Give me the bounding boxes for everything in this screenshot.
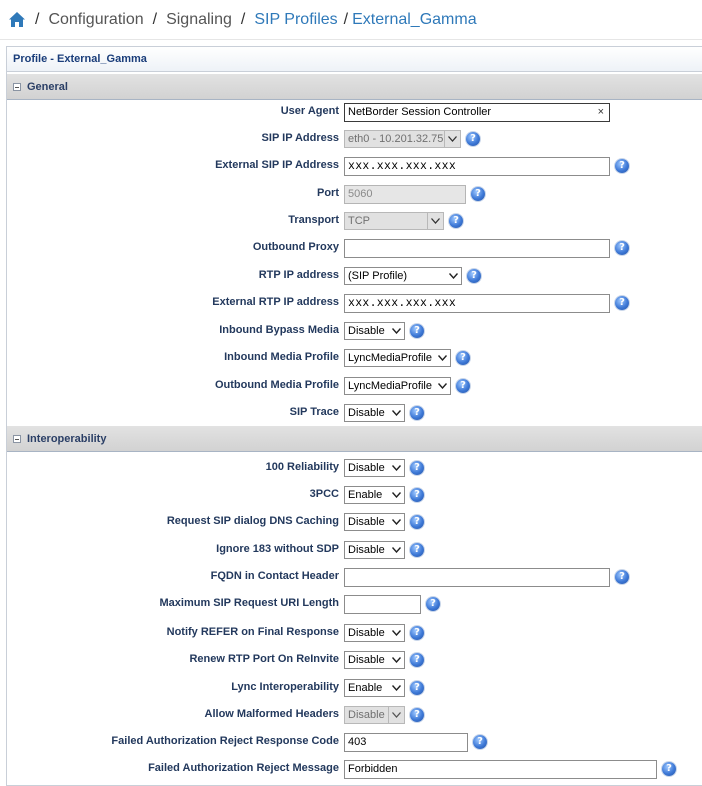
fail-msg-label: Failed Authorization Reject Message bbox=[148, 762, 339, 774]
breadcrumb-sip-profiles[interactable]: SIP Profiles bbox=[254, 10, 338, 28]
dns-cache-select[interactable] bbox=[344, 513, 405, 531]
transport-value: TCP bbox=[348, 215, 370, 227]
sip-ip-value: eth0 - 10.201.32.75 bbox=[348, 133, 444, 145]
fqdn-input[interactable] bbox=[344, 568, 610, 587]
inbound-bypass-value: Disable bbox=[348, 325, 385, 337]
user-agent-input[interactable] bbox=[344, 103, 610, 122]
chevron-down-icon bbox=[388, 323, 404, 339]
help-icon[interactable]: ? bbox=[410, 708, 424, 722]
fqdn-label: FQDN in Contact Header bbox=[210, 570, 339, 582]
notify-refer-select[interactable] bbox=[344, 624, 405, 642]
row-notify-refer bbox=[7, 623, 702, 647]
chevron-down-icon bbox=[444, 131, 460, 147]
row-user-agent bbox=[7, 102, 702, 126]
rtp-ip-select[interactable] bbox=[344, 267, 462, 285]
row-outbound-proxy bbox=[7, 238, 702, 262]
rel100-label: 100 Reliability bbox=[265, 461, 339, 473]
port-input: 5060 bbox=[344, 185, 466, 204]
chevron-down-icon bbox=[388, 514, 404, 530]
outbound-media-label: Outbound Media Profile bbox=[214, 379, 339, 391]
breadcrumb-separator: / bbox=[35, 10, 40, 28]
home-icon[interactable] bbox=[8, 11, 26, 28]
pcc3-label: 3PCC bbox=[309, 488, 339, 500]
breadcrumb-separator: / bbox=[343, 10, 349, 28]
row-lync bbox=[7, 678, 702, 702]
help-icon[interactable]: ? bbox=[426, 597, 440, 611]
help-icon[interactable]: ? bbox=[410, 488, 424, 502]
transport-label: Transport bbox=[288, 214, 339, 226]
row-fail-msg bbox=[7, 759, 702, 783]
max-uri-input[interactable] bbox=[344, 595, 421, 614]
row-dns-cache bbox=[7, 512, 702, 536]
breadcrumb-separator: / bbox=[240, 10, 246, 28]
chevron-down-icon bbox=[445, 268, 461, 284]
chevron-down-icon bbox=[388, 460, 404, 476]
breadcrumb bbox=[0, 0, 702, 40]
row-outbound-media bbox=[7, 376, 702, 400]
help-icon[interactable]: ? bbox=[410, 406, 424, 420]
row-fqdn bbox=[7, 567, 702, 591]
help-icon[interactable]: ? bbox=[410, 461, 424, 475]
section-interop-header[interactable] bbox=[7, 426, 702, 452]
chevron-down-icon bbox=[388, 707, 404, 723]
chevron-down-icon bbox=[434, 350, 450, 366]
help-icon[interactable]: ? bbox=[473, 735, 487, 749]
help-icon[interactable]: ? bbox=[449, 214, 463, 228]
row-ignore-183 bbox=[7, 540, 702, 564]
help-icon[interactable]: ? bbox=[662, 762, 676, 776]
notify-refer-label: Notify REFER on Final Response bbox=[166, 626, 339, 638]
ext-rtp-ip-input[interactable]: xxx.xxx.xxx.xxx bbox=[344, 294, 610, 313]
row-3pcc bbox=[7, 485, 702, 509]
help-icon[interactable]: ? bbox=[456, 351, 470, 365]
outbound-media-value: LyncMediaProfile bbox=[348, 380, 432, 392]
help-icon[interactable]: ? bbox=[615, 159, 629, 173]
breadcrumb-signaling[interactable]: Signaling bbox=[166, 10, 232, 28]
malformed-select bbox=[344, 706, 405, 724]
chevron-down-icon bbox=[388, 625, 404, 641]
help-icon[interactable]: ? bbox=[467, 269, 481, 283]
outbound-proxy-label: Outbound Proxy bbox=[252, 241, 339, 253]
profile-panel bbox=[6, 46, 702, 786]
outbound-proxy-input[interactable] bbox=[344, 239, 610, 258]
breadcrumb-current-profile: External_Gamma bbox=[352, 10, 477, 28]
help-icon[interactable]: ? bbox=[410, 626, 424, 640]
row-port bbox=[7, 184, 702, 208]
help-icon[interactable]: ? bbox=[615, 296, 629, 310]
section-interop-title: Interoperability bbox=[27, 432, 107, 445]
user-agent-value: NetBorder Session Controller bbox=[348, 105, 492, 118]
chevron-down-icon bbox=[427, 213, 443, 229]
rtp-ip-value: (SIP Profile) bbox=[348, 270, 408, 282]
fail-code-input[interactable]: 403 bbox=[344, 733, 468, 752]
collapse-icon[interactable] bbox=[13, 83, 21, 91]
panel-title: Profile - External_Gamma bbox=[7, 47, 702, 72]
sip-trace-value: Disable bbox=[348, 407, 385, 419]
row-sip-ip bbox=[7, 129, 702, 153]
fail-code-label: Failed Authorization Reject Response Code bbox=[111, 735, 339, 747]
dns-cache-value: Disable bbox=[348, 516, 385, 528]
row-inbound-media bbox=[7, 348, 702, 372]
help-icon[interactable]: ? bbox=[410, 324, 424, 338]
inbound-media-value: LyncMediaProfile bbox=[348, 352, 432, 364]
pcc3-value: Enable bbox=[348, 489, 383, 501]
max-uri-label: Maximum SIP Request URI Length bbox=[159, 597, 339, 609]
outbound-media-select[interactable] bbox=[344, 377, 451, 395]
inbound-media-label: Inbound Media Profile bbox=[224, 351, 339, 363]
renew-rtp-value: Disable bbox=[348, 654, 385, 666]
row-renew-rtp bbox=[7, 650, 702, 674]
sip-trace-select[interactable] bbox=[344, 404, 405, 422]
help-icon[interactable]: ? bbox=[456, 379, 470, 393]
row-100-reliability bbox=[7, 458, 702, 482]
ignore183-value: Disable bbox=[348, 544, 385, 556]
chevron-down-icon bbox=[388, 680, 404, 696]
ignore183-label: Ignore 183 without SDP bbox=[216, 543, 339, 555]
inbound-bypass-label: Inbound Bypass Media bbox=[219, 324, 339, 336]
section-general-title: General bbox=[27, 80, 68, 93]
ignore183-select[interactable] bbox=[344, 541, 405, 559]
chevron-down-icon bbox=[388, 652, 404, 668]
dns-cache-label: Request SIP dialog DNS Caching bbox=[166, 515, 339, 527]
help-icon[interactable]: ? bbox=[615, 241, 629, 255]
row-rtp-ip bbox=[7, 266, 702, 290]
row-sip-trace bbox=[7, 403, 702, 427]
row-fail-code bbox=[7, 732, 702, 756]
lync-label: Lync Interoperability bbox=[231, 681, 339, 693]
help-icon[interactable]: ? bbox=[410, 543, 424, 557]
rel100-select[interactable] bbox=[344, 459, 405, 477]
chevron-down-icon bbox=[388, 542, 404, 558]
help-icon[interactable]: ? bbox=[615, 570, 629, 584]
pcc3-select[interactable] bbox=[344, 486, 405, 504]
row-inbound-bypass bbox=[7, 321, 702, 345]
renew-rtp-select[interactable] bbox=[344, 651, 405, 669]
transport-select bbox=[344, 212, 444, 230]
malformed-label: Allow Malformed Headers bbox=[204, 708, 339, 720]
help-icon[interactable]: ? bbox=[466, 132, 480, 146]
sip-ip-select bbox=[344, 130, 461, 148]
sip-trace-label: SIP Trace bbox=[289, 406, 339, 418]
rel100-value: Disable bbox=[348, 462, 385, 474]
row-max-uri bbox=[7, 594, 702, 618]
user-agent-label: User Agent bbox=[280, 105, 339, 117]
port-label: Port bbox=[317, 187, 339, 199]
lync-select[interactable] bbox=[344, 679, 405, 697]
clear-icon[interactable]: × bbox=[597, 105, 604, 118]
fail-msg-input[interactable]: Forbidden bbox=[344, 760, 657, 779]
rtp-ip-label: RTP IP address bbox=[258, 269, 339, 281]
chevron-down-icon bbox=[434, 378, 450, 394]
renew-rtp-label: Renew RTP Port On ReInvite bbox=[189, 653, 339, 665]
chevron-down-icon bbox=[388, 487, 404, 503]
notify-refer-value: Disable bbox=[348, 627, 385, 639]
breadcrumb-separator: / bbox=[152, 10, 158, 28]
help-icon[interactable]: ? bbox=[471, 187, 485, 201]
inbound-media-select[interactable] bbox=[344, 349, 451, 367]
section-general-header[interactable] bbox=[7, 74, 702, 100]
row-ext-rtp-ip bbox=[7, 293, 702, 317]
row-ext-sip-ip bbox=[7, 156, 702, 180]
breadcrumb-configuration[interactable]: Configuration bbox=[48, 10, 144, 28]
ext-sip-ip-input[interactable]: xxx.xxx.xxx.xxx bbox=[344, 157, 610, 176]
help-icon[interactable]: ? bbox=[410, 653, 424, 667]
row-malformed bbox=[7, 705, 702, 729]
ext-sip-ip-label: External SIP IP Address bbox=[215, 159, 339, 171]
ext-rtp-ip-label: External RTP IP address bbox=[212, 296, 339, 308]
chevron-down-icon bbox=[388, 405, 404, 421]
lync-value: Enable bbox=[348, 682, 383, 694]
malformed-value: Disable bbox=[348, 709, 385, 721]
help-icon[interactable]: ? bbox=[410, 681, 424, 695]
collapse-icon[interactable] bbox=[13, 435, 21, 443]
sip-ip-label: SIP IP Address bbox=[261, 132, 339, 144]
row-transport bbox=[7, 211, 702, 235]
help-icon[interactable]: ? bbox=[410, 515, 424, 529]
inbound-bypass-select[interactable] bbox=[344, 322, 405, 340]
